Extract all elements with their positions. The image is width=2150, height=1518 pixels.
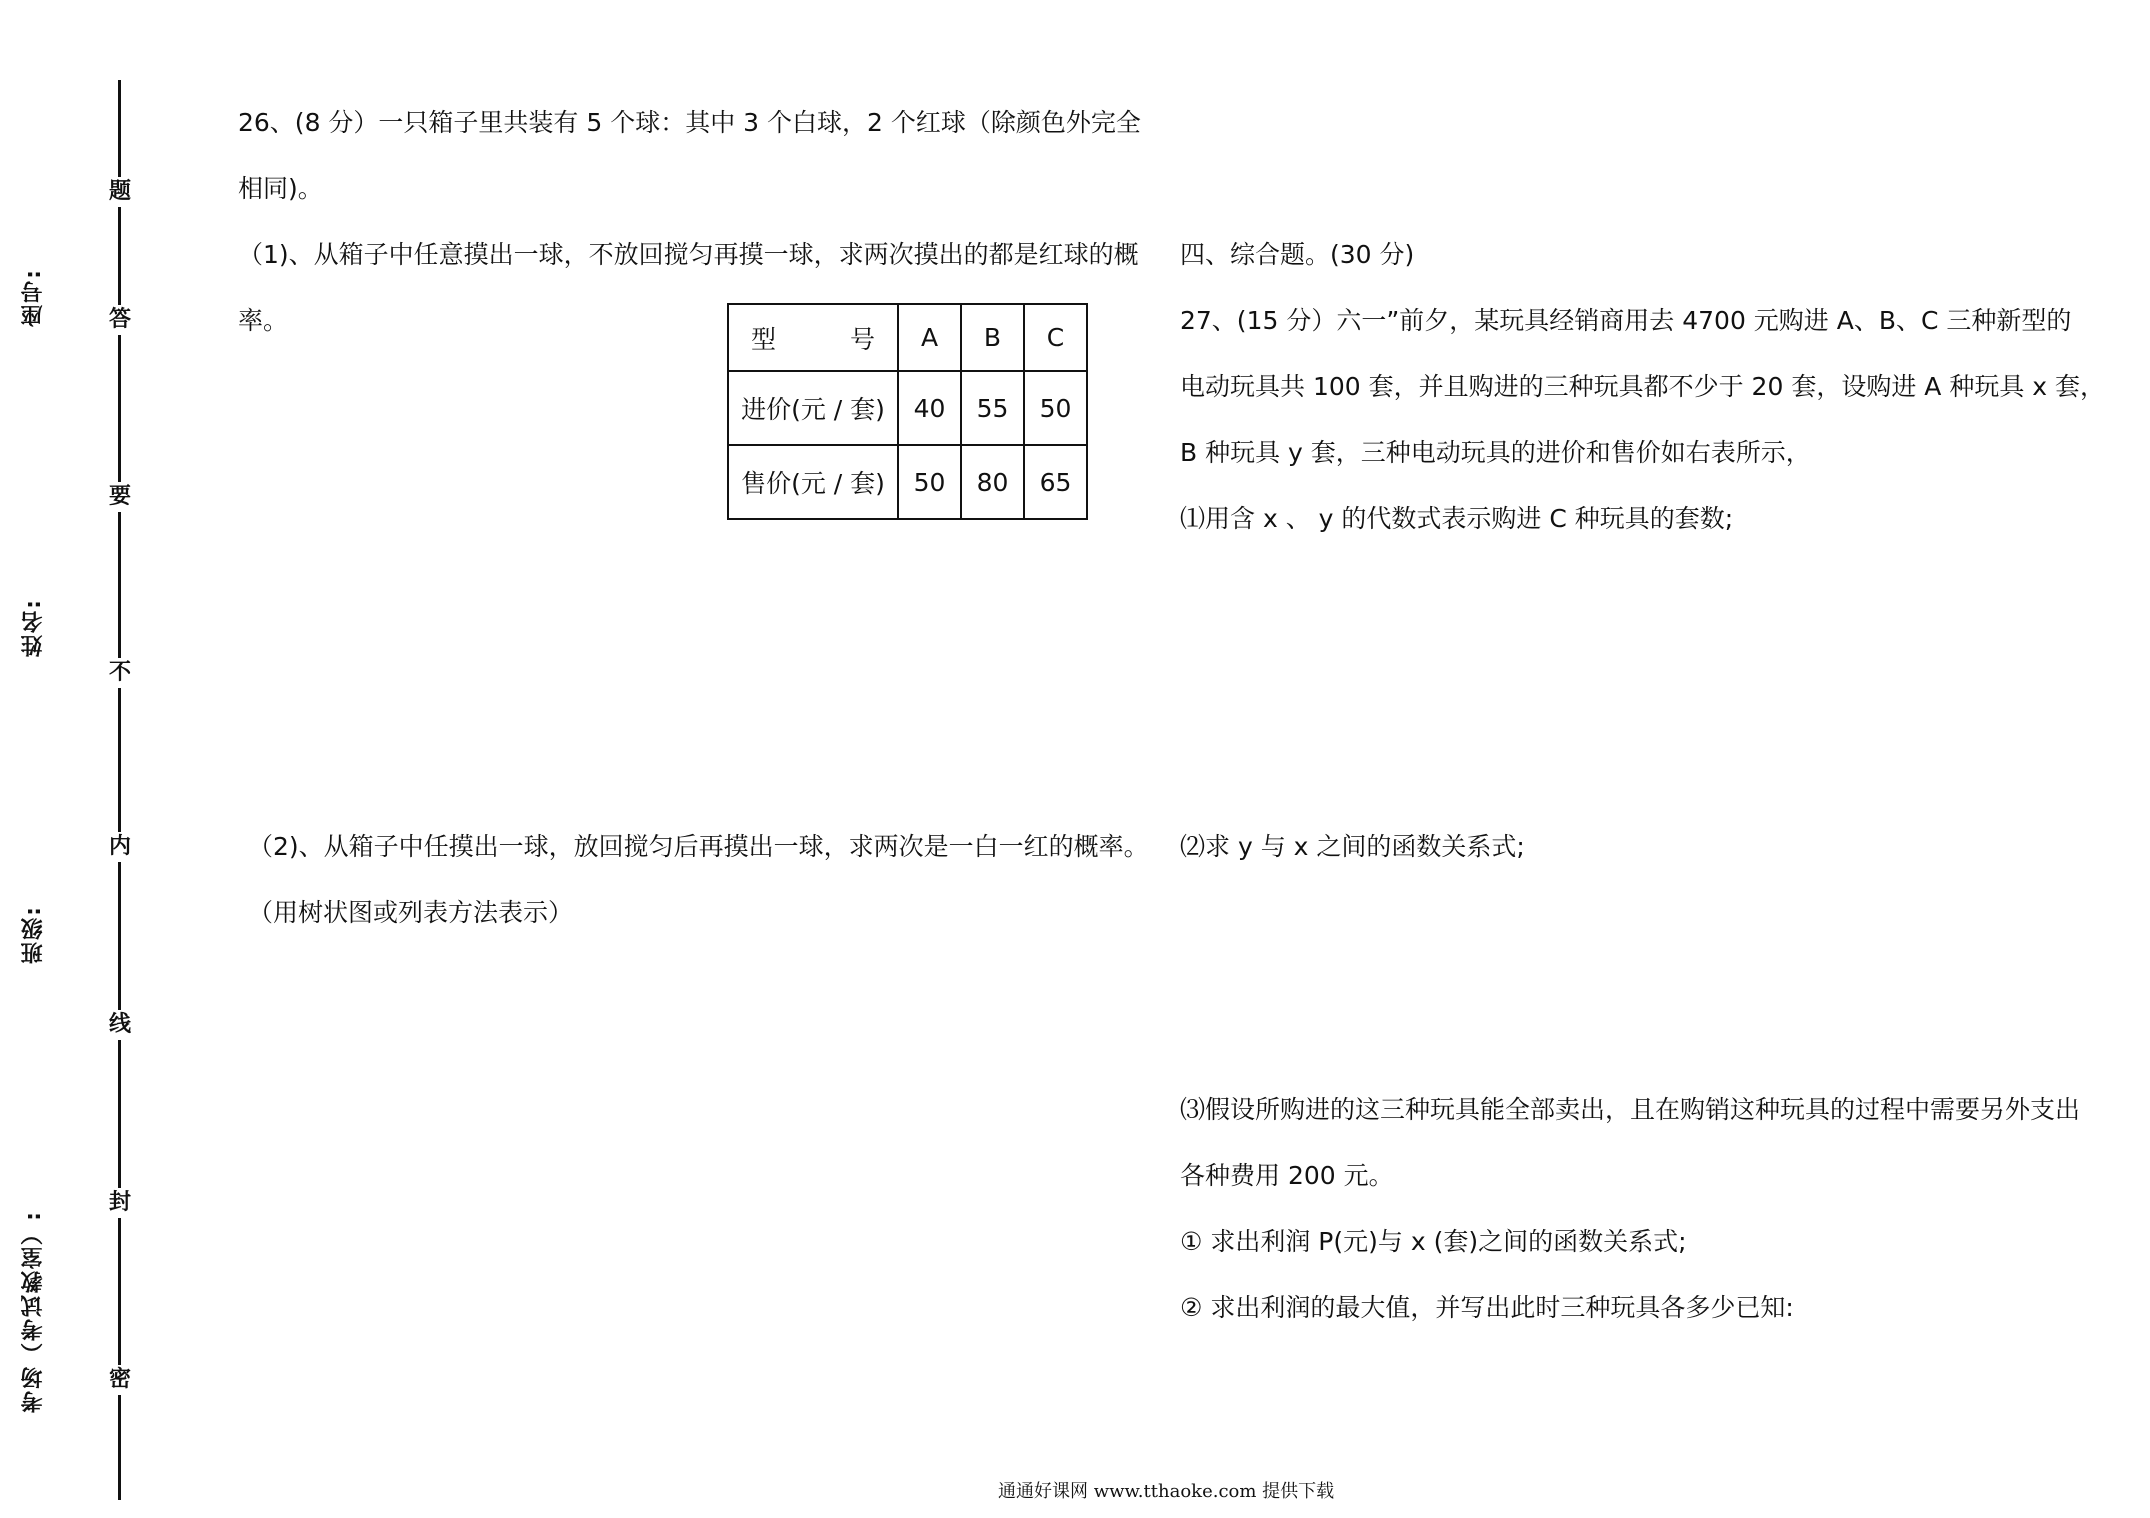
- seal-char: 线: [106, 1010, 134, 1040]
- seal-char: 题: [106, 177, 134, 207]
- table-cell: 40: [898, 371, 961, 445]
- seal-char: 密: [106, 1365, 134, 1395]
- table-header-row: [728, 304, 1087, 371]
- q27-line-1: 27、(15 分）六一”前夕，某玩具经销商用去 4700 元购进 A、B、C 三种新型的: [1180, 306, 2072, 335]
- seal-char: 不: [106, 658, 134, 688]
- price-table: [727, 303, 1088, 520]
- q26-line-1: 26、(8 分）一只箱子里共装有 5 个球：其中 3 个白球，2 个红球（除颜色外完全: [238, 108, 1141, 137]
- class-label: 班级:: [21, 905, 46, 964]
- binding-line: [118, 80, 121, 1500]
- q27-part-1: ⑴用含 x 、 y 的代数式表示购进 C 种玩具的套数;: [1180, 504, 1734, 533]
- section-heading: 四、综合题。(30 分): [1180, 240, 1415, 269]
- table-cell: 50: [898, 445, 961, 519]
- seal-char: 答: [106, 305, 134, 335]
- q27-part-2: ⑵求 y 与 x 之间的函数关系式;: [1180, 832, 1525, 861]
- model-header-left: 型: [751, 324, 777, 354]
- table-cell: 55: [961, 371, 1024, 445]
- q26-part2-line-2: （用树状图或列表方法表示）: [248, 898, 574, 927]
- q26-line-2: 相同)。: [238, 174, 323, 203]
- table-cell: 65: [1024, 445, 1087, 519]
- q27-part-3-line-1: ⑶假设所购进的这三种玩具能全部卖出，且在购销这种玩具的过程中需要另外支出: [1180, 1095, 2081, 1124]
- table-row: [728, 371, 1087, 445]
- q27-part-3-line-2: 各种费用 200 元。: [1180, 1161, 1394, 1190]
- model-header-right: 号: [849, 324, 875, 354]
- table-cell: 50: [1024, 371, 1087, 445]
- q27-line-3: B 种玩具 y 套，三种电动玩具的进价和售价如右表所示，: [1180, 438, 1811, 467]
- q26-part2-line-1: （2)、从箱子中任摸出一球，放回搅匀后再摸出一球，求两次是一白一红的概率。: [248, 832, 1149, 861]
- exam-room-label: 考场（考试教室）:: [21, 1210, 46, 1413]
- column-header-c: C: [1024, 304, 1087, 371]
- seal-char: 封: [106, 1188, 134, 1218]
- q26-part1-line-1: （1)、从箱子中任意摸出一球，不放回搅匀再摸一球，求两次摸出的都是红球的概: [238, 240, 1139, 269]
- seal-char: 内: [106, 832, 134, 862]
- q27-part-3-sub-1: ① 求出利润 P(元)与 x (套)之间的函数关系式;: [1180, 1227, 1687, 1256]
- seal-char: 要: [106, 482, 134, 512]
- q27-line-2: 电动玩具共 100 套，并且购进的三种玩具都不少于 20 套，设购进 A 种玩具 x 套，: [1180, 372, 2106, 401]
- seat-number-label: 座号:: [21, 268, 46, 327]
- row-label-price: 售价(元 / 套): [728, 445, 898, 519]
- column-header-b: B: [961, 304, 1024, 371]
- column-header-a: A: [898, 304, 961, 371]
- table-row: [728, 445, 1087, 519]
- q27-part-3-sub-2: ② 求出利润的最大值，并写出此时三种玩具各多少已知:: [1180, 1293, 1794, 1322]
- name-label: 姓名:: [21, 598, 46, 657]
- q26-part1-line-2: 率。: [238, 306, 289, 335]
- table-cell: 80: [961, 445, 1024, 519]
- row-label-cost: 进价(元 / 套): [728, 371, 898, 445]
- footer-source: 通通好课网 www.tthaoke.com 提供下载: [998, 1481, 1335, 1502]
- model-header-cell: [728, 304, 898, 371]
